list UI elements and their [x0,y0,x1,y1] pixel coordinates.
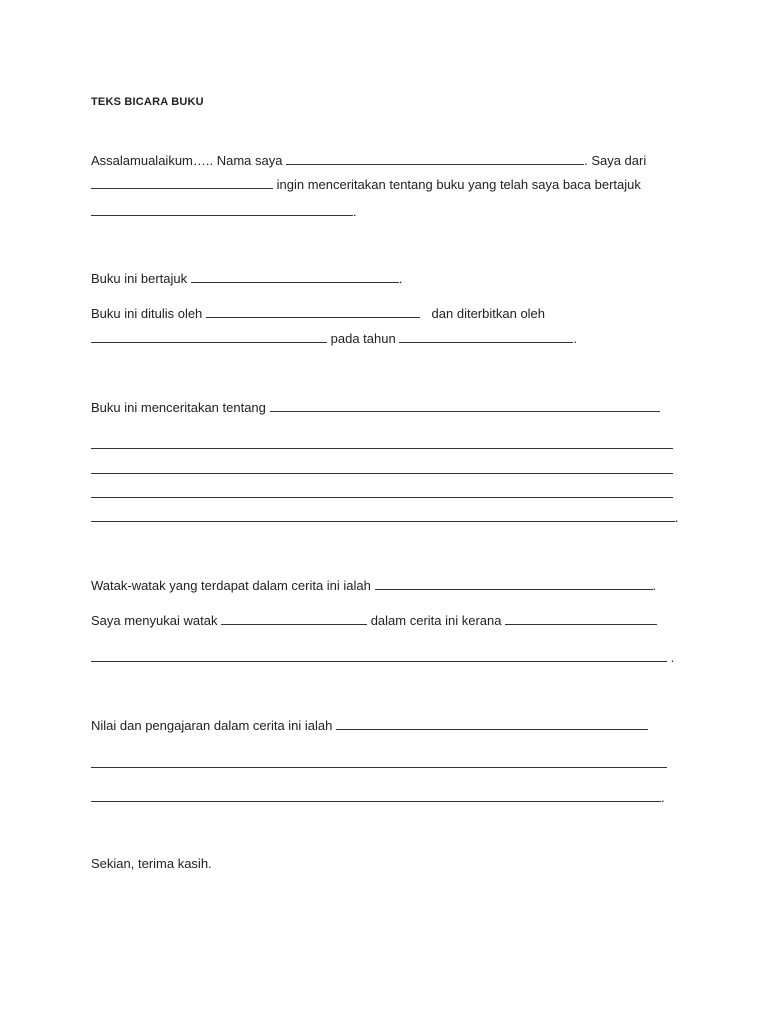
intro-title-blank[interactable] [91,202,353,216]
story-end: . [675,510,679,525]
values-blank-2[interactable] [91,754,667,768]
intro-line-1 [91,151,646,169]
story-blank-1[interactable] [270,398,660,412]
worksheet-title: TEKS BICARA BUKU [91,96,204,108]
story-line-3 [91,460,673,478]
characters-blank[interactable] [375,576,653,590]
watak-end: . [652,578,657,593]
intro-end: . [353,204,357,219]
tahun-label: pada tahun [330,331,396,346]
publisher-blank[interactable] [91,329,327,343]
story-blank-3[interactable] [91,460,673,474]
values-end: . [661,790,665,805]
story-line-2 [91,435,673,453]
ingin-text: ingin menceritakan tentang buku yang telah saya baca bertajuk [276,177,641,192]
suka-label: Saya menyukai watak [91,613,218,628]
author-blank[interactable] [206,304,420,318]
saya-dari-text: . Saya dari [584,153,647,168]
ditulis-line [91,304,545,322]
tahun-end: . [573,331,577,346]
closing-text: Sekian, terima kasih. [91,856,212,871]
story-blank-4[interactable] [91,484,673,498]
reason-end: . [670,650,675,665]
watak-line [91,576,656,594]
menceritakan-line [91,398,660,416]
intro-line-3 [91,202,357,220]
values-blank-3[interactable] [91,788,661,802]
greeting-text: Assalamualaikum….. Nama saya [91,153,283,168]
values-line-2 [91,754,667,772]
nilai-line [91,716,648,734]
values-line-3 [91,788,665,806]
ditulis-label: Buku ini ditulis oleh [91,306,203,321]
bertajuk-end: . [398,271,403,286]
reason-blank-2[interactable] [91,648,667,662]
bertajuk-line [91,269,402,287]
suka-line [91,611,657,629]
reason-line-2 [91,648,674,666]
tahun-line [91,329,577,347]
school-blank[interactable] [91,175,273,189]
story-line-5 [91,508,679,526]
bertajuk-label: Buku ini bertajuk [91,271,188,286]
name-blank[interactable] [286,151,584,165]
kerana-text: dalam cerita ini kerana [370,613,502,628]
watak-label: Watak-watak yang terdapat dalam cerita ini ialah [91,578,371,593]
bertajuk-blank[interactable] [191,269,399,283]
intro-line-2 [91,175,641,193]
reason-blank-1[interactable] [505,611,657,625]
story-line-4 [91,484,673,502]
story-blank-2[interactable] [91,435,673,449]
year-blank[interactable] [399,329,573,343]
nilai-label: Nilai dan pengajaran dalam cerita ini ialah [91,718,333,733]
story-blank-5[interactable] [91,508,675,522]
diterbitkan-text: dan diterbitkan oleh [431,306,546,321]
favourite-character-blank[interactable] [221,611,367,625]
values-blank-1[interactable] [336,716,648,730]
menceritakan-label: Buku ini menceritakan tentang [91,400,266,415]
